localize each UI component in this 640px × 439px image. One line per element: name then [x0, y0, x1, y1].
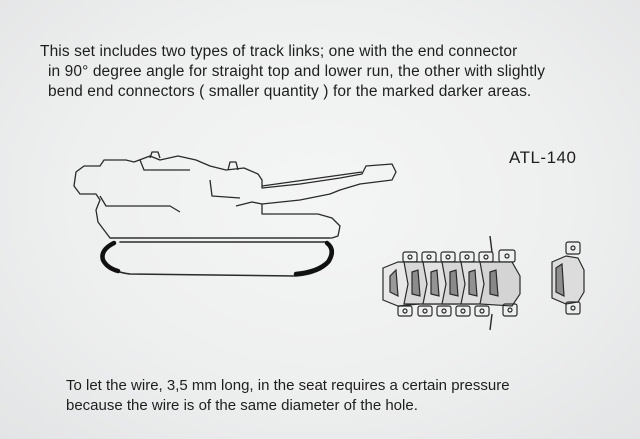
intro-line-2: in 90° degree angle for straight top and lower run, the other with slightly [48, 63, 546, 80]
intro-line-3: bend end connectors ( smaller quantity ) for the marked darker areas. [48, 83, 532, 100]
footer-note [66, 376, 606, 416]
footer-line-2: because the wire is of the same diameter of the hole. [66, 397, 418, 414]
footer-line-1: To let the wire, 3,5 mm long, in the seat requires a certain pressure [66, 377, 510, 394]
track-links-assembly [383, 236, 520, 330]
intro-line-1: This set includes two types of track links; one with the end connector [40, 43, 518, 60]
product-code: ATL-140 [509, 148, 577, 167]
track-run [102, 242, 333, 276]
single-track-link [552, 242, 584, 314]
vehicle-silhouette [74, 152, 396, 238]
